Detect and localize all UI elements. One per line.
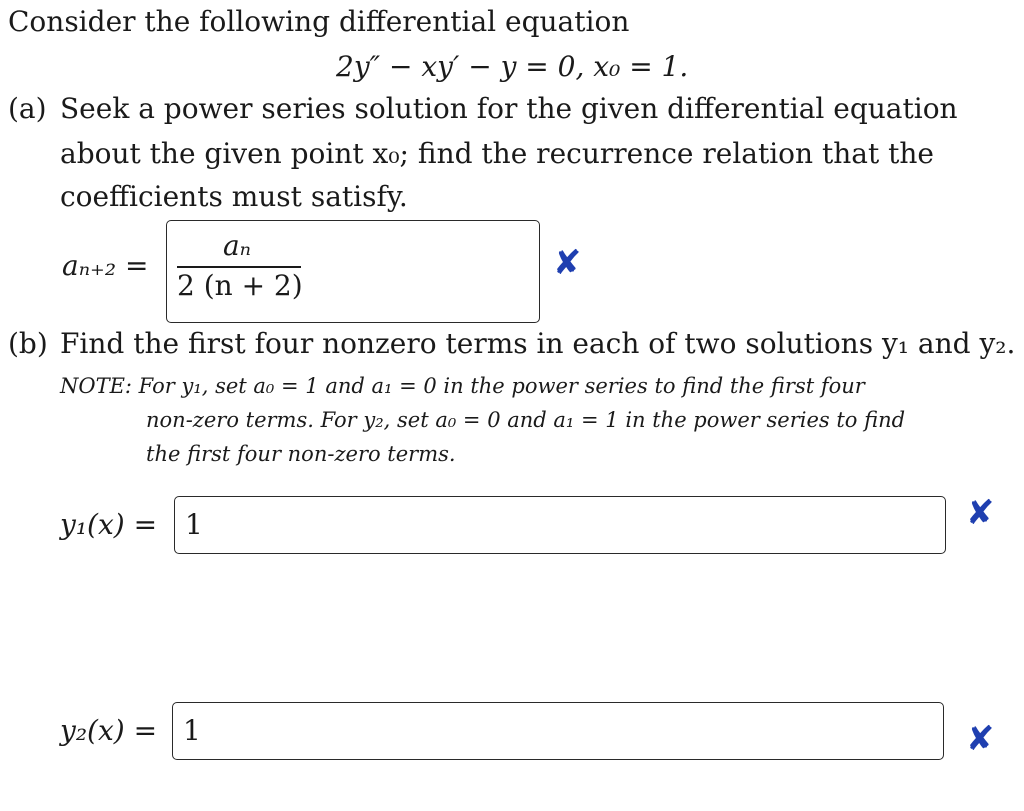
note-line2: non-zero terms. For y₂, set a₀ = 0 and a₁ = 1 in the power series to find [146, 408, 906, 432]
recurrence-label: aₙ₊₂ = [62, 249, 149, 282]
y1-answer-field[interactable] [174, 496, 946, 554]
recurrence-numerator: aₙ [222, 229, 252, 262]
part-a-text-line3: coefficients must satisfy. [60, 180, 408, 213]
y1-answer-value: 1 [185, 508, 203, 541]
part-b-text: Find the first four nonzero terms in each of two solutions y₁ and y₂. [60, 327, 1016, 360]
recurrence-answer-field[interactable] [166, 220, 540, 323]
recurrence-denominator: 2 (n + 2) [177, 269, 303, 302]
note-line1: NOTE: For y₁, set a₀ = 1 and a₁ = 0 in the power series to find the first four [60, 374, 865, 398]
part-a-text-line2: about the given point x₀; find the recurrence relation that the [60, 137, 934, 170]
y1-incorrect-x-icon: ✘ [966, 493, 995, 533]
y2-answer-value: 1 [183, 714, 201, 747]
note-line3: the first four non-zero terms. [146, 442, 456, 466]
part-a-marker: (a) [8, 92, 47, 125]
fraction-bar [177, 266, 301, 268]
part-b-marker: (b) [8, 327, 48, 360]
y2-incorrect-x-icon: ✘ [966, 719, 995, 759]
y2-label: y₂(x) = [60, 714, 158, 747]
part-a-text-line1: Seek a power series solution for the given differential equation [60, 92, 958, 125]
y2-answer-field[interactable] [172, 702, 944, 760]
incorrect-x-icon: ✘ [553, 243, 582, 283]
differential-equation: 2y″ − xy′ − y = 0, x₀ = 1. [336, 50, 689, 83]
y1-label: y₁(x) = [60, 508, 158, 541]
problem-intro: Consider the following differential equation [8, 5, 630, 38]
